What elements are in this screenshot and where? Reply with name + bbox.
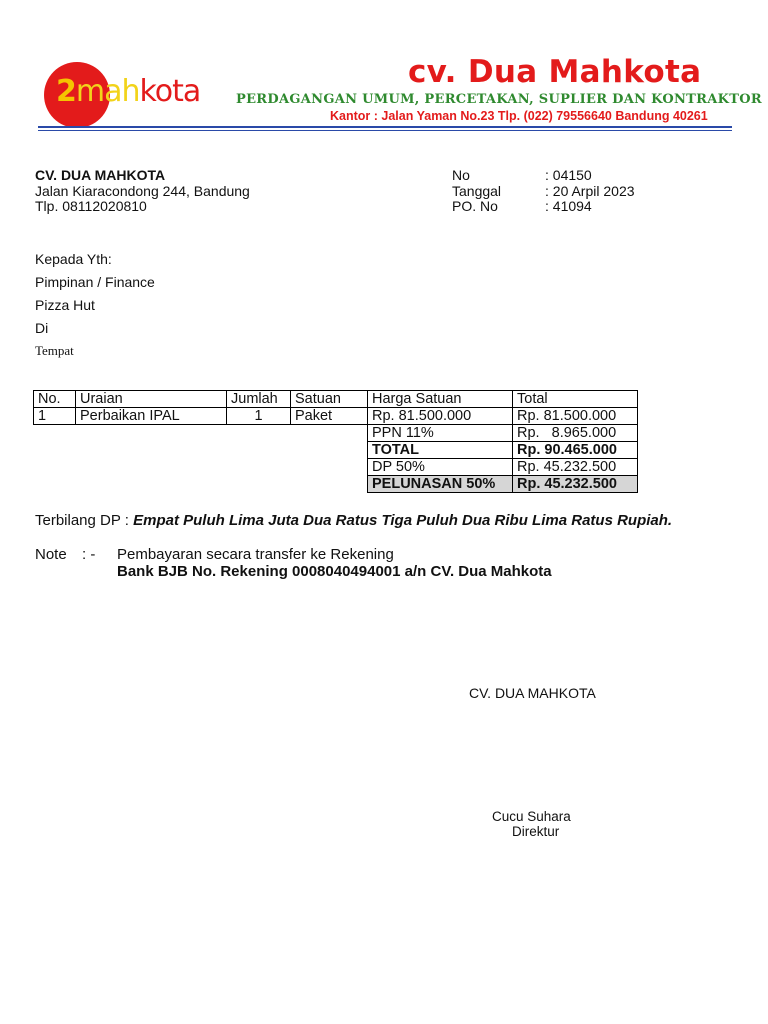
meta-date-label: Tanggal: [452, 183, 502, 199]
terbilang-label: Terbilang DP :: [35, 512, 129, 529]
summary-ppn-label: PPN 11%: [368, 425, 513, 442]
summary-pelunasan-value: Rp. 45.232.500: [513, 476, 638, 493]
summary-total-label: TOTAL: [368, 442, 513, 459]
meta-no-value: : 04150: [545, 167, 592, 183]
cell-harga-satuan: Rp. 81.500.000: [368, 408, 513, 425]
recipient-line-2: Pizza Hut: [35, 297, 95, 313]
summary-row-dp: [34, 459, 638, 476]
logo-rest: kota: [139, 74, 201, 109]
cell-jumlah: 1: [227, 408, 291, 425]
cell-uraian: Perbaikan IPAL: [76, 408, 227, 425]
sender-name: CV. DUA MAHKOTA: [35, 167, 166, 183]
summary-dp-label: DP 50%: [368, 459, 513, 476]
cell-satuan: Paket: [291, 408, 368, 425]
header-rule: [38, 126, 732, 128]
header-satuan: Satuan: [291, 391, 368, 408]
sender-phone: Tlp. 08112020810: [35, 198, 147, 214]
sender-address: Jalan Kiaracondong 244, Bandung: [35, 183, 250, 199]
company-address: Kantor : Jalan Yaman No.23 Tlp. (022) 79556640 Bandung 40261: [330, 109, 708, 123]
summary-row-pelunasan: [34, 476, 638, 493]
signature-title: Direktur: [512, 824, 560, 839]
invoice-table: [33, 390, 638, 493]
header-total: Total: [513, 391, 638, 408]
cell-no: 1: [34, 408, 76, 425]
meta-po-label: PO. No: [452, 198, 498, 214]
note-separator: : -: [82, 546, 96, 563]
company-name: cv. Dua Mahkota: [408, 54, 702, 90]
cell-total: Rp. 81.500.000: [513, 408, 638, 425]
meta-po-value: : 41094: [545, 198, 592, 214]
terbilang-line: [35, 512, 672, 529]
header-jumlah: Jumlah: [227, 391, 291, 408]
logo-number: 2: [56, 74, 76, 109]
company-tagline: PERDAGANGAN UMUM, PERCETAKAN, SUPLIER DAN KONTRAKTOR: [236, 92, 762, 107]
recipient-line-3: Di: [35, 320, 49, 336]
company-logo: [56, 74, 200, 109]
summary-ppn-value: Rp. 8.965.000: [513, 425, 638, 442]
summary-row-ppn: [34, 425, 638, 442]
summary-dp-value: Rp. 45.232.500: [513, 459, 638, 476]
summary-row-total: [34, 442, 638, 459]
recipient-salutation: Kepada Yth:: [35, 251, 112, 267]
header-uraian: Uraian: [76, 391, 227, 408]
signature-name: Cucu Suhara: [492, 809, 571, 824]
signature-company: CV. DUA MAHKOTA: [469, 685, 596, 701]
header-rule-thin: [38, 130, 732, 131]
note-line-1: Pembayaran secara transfer ke Rekening: [117, 546, 394, 563]
header-harga-satuan: Harga Satuan: [368, 391, 513, 408]
recipient-line-4: Tempat: [35, 343, 74, 358]
header-no: No.: [34, 391, 76, 408]
meta-no-label: No: [452, 167, 470, 183]
summary-total-value: Rp. 90.465.000: [513, 442, 638, 459]
note-line-2: Bank BJB No. Rekening 0008040494001 a/n CV. Dua Mahkota: [117, 563, 552, 580]
note-label: Note: [35, 546, 67, 563]
table-header-row: [34, 391, 638, 408]
meta-date-value: : 20 Arpil 2023: [545, 183, 635, 199]
table-row: [34, 408, 638, 425]
terbilang-text: Empat Puluh Lima Juta Dua Ratus Tiga Puluh Dua Ribu Lima Ratus Rupiah.: [133, 512, 673, 529]
summary-pelunasan-label: PELUNASAN 50%: [368, 476, 513, 493]
logo-ma: mah: [75, 74, 140, 109]
recipient-line-1: Pimpinan / Finance: [35, 274, 155, 290]
